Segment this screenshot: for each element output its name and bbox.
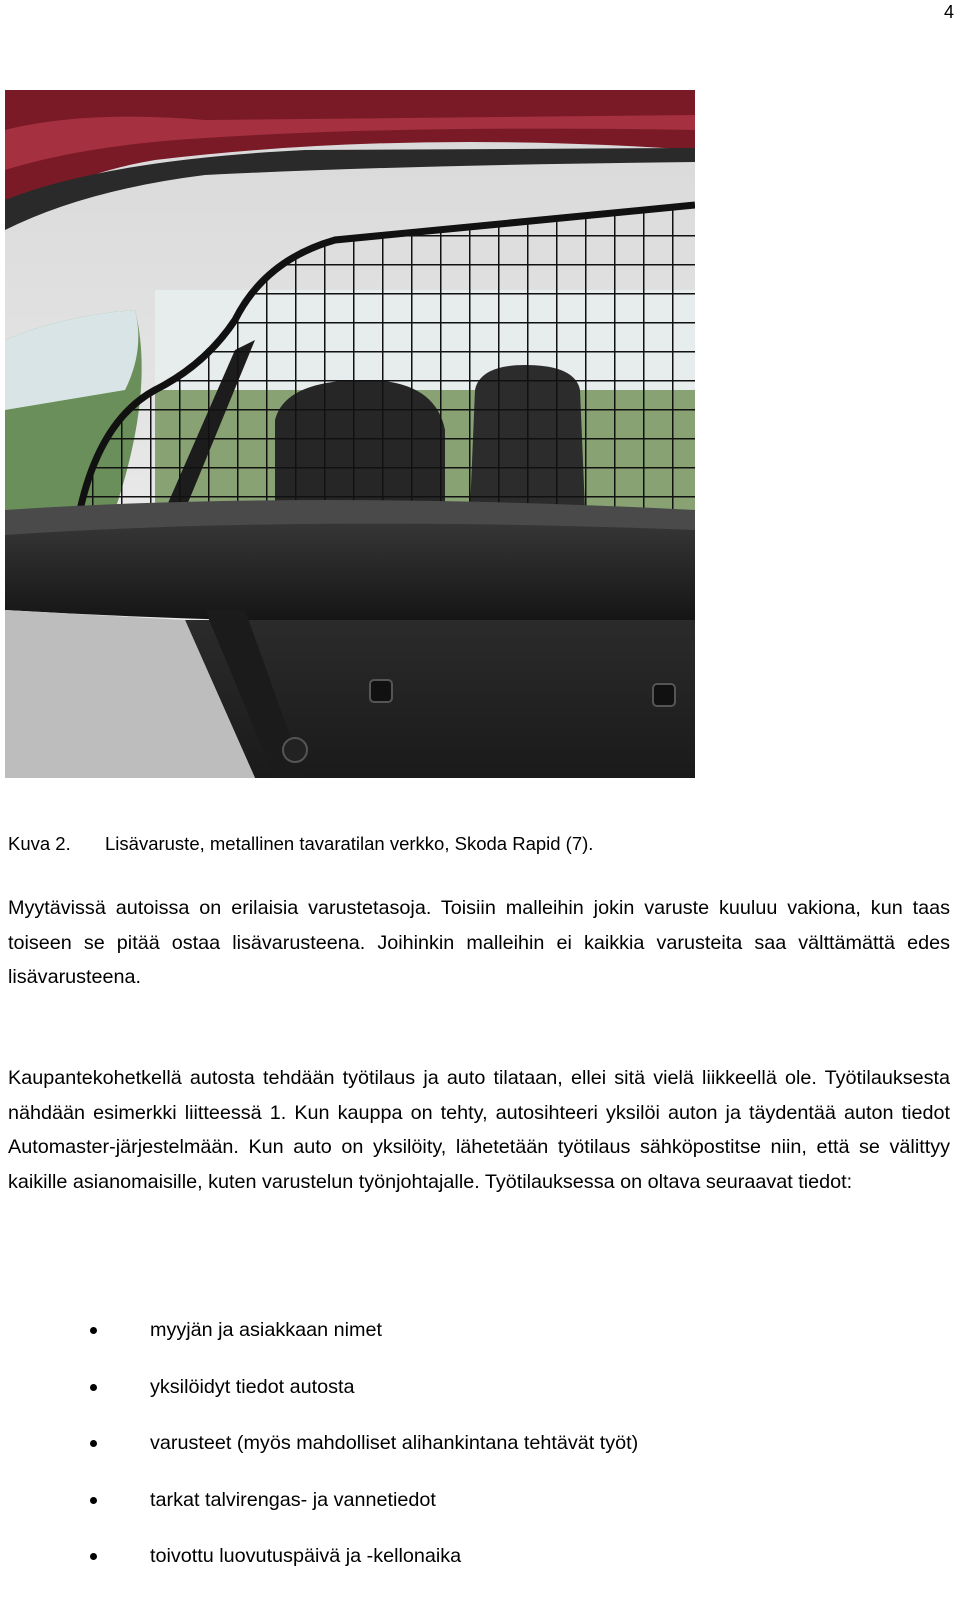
bullet-icon (90, 1327, 97, 1334)
list-item-text: myyjän ja asiakkaan nimet (150, 1319, 382, 1341)
bullet-icon (90, 1497, 97, 1504)
list-item-text: tarkat talvirengas- ja vannetiedot (150, 1488, 436, 1511)
figure-photo (5, 90, 695, 778)
bullet-icon (90, 1384, 97, 1391)
figure-caption (8, 833, 593, 855)
page-number: 4 (943, 2, 954, 22)
list-item-text: toivottu luovutuspäivä ja -kellonaika (150, 1545, 462, 1567)
paragraph-work-order: Kaupantekohetkellä autosta tehdään työtilaus ja auto tilataan, ellei sitä vielä liikkeellä ole. Työtilauksesta nähdään esimerkki liitteessä 1. Kun kauppa on tehty, autosihteeri yksilöi auton ja täydentää auton tiedot Automaster-järjestelmään. Kun auto on yksilöity, lähetetään työtilaus sähköpostitse niin, että se välittyy kaikille asianomaisille, kuten varustelun työnjohtajalle. Työtilauksessa on oltava seuraavat tiedot: (8, 1067, 950, 1193)
list-item-text: yksilöidyt tiedot autosta (150, 1375, 355, 1398)
bullet-icon (90, 1440, 97, 1447)
paragraph-equipment-levels: Myytävissä autoissa on erilaisia varustetasoja. Toisiin malleihin jokin varuste kuuluu vakiona, kun taas toiseen se pitää ostaa lisävarusteena. Joihinkin malleihin ei kaikkia varusteita saa välttämättä edes lisävarusteena. (8, 897, 950, 988)
caption-text: Lisävaruste, metallinen tavaratilan verkko, Skoda Rapid (7). (105, 833, 594, 854)
car-trunk-cargo-net-photo (5, 90, 695, 778)
list-item-text: varusteet (myös mahdolliset alihankintana tehtävät työt) (150, 1432, 639, 1454)
caption-label: Kuva 2. (8, 833, 71, 854)
bullet-icon (90, 1553, 97, 1560)
